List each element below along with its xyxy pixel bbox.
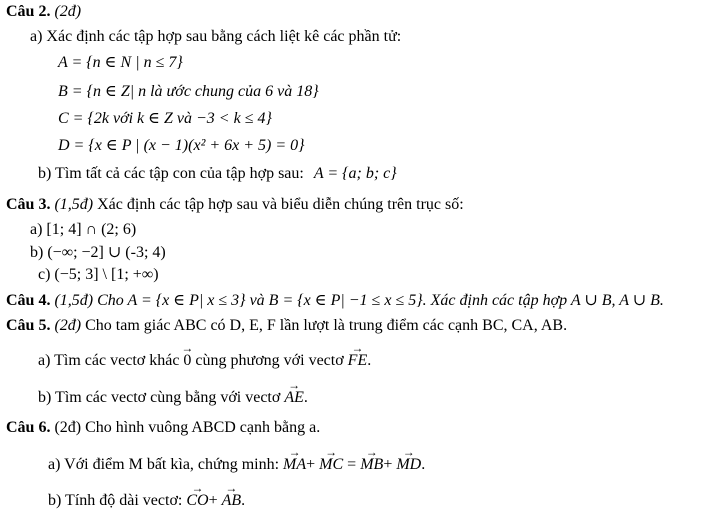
vector-ae: → AE xyxy=(284,386,304,408)
q3-part-a: a) [1; 4] ∩ (2; 6) xyxy=(30,221,137,238)
question-text-sets: Cho A = {x ∈ P| x ≤ 3} và B = {x ∈ P| −1 ≤ x ≤ 5}. xyxy=(97,292,427,309)
q3-part-c: c) (−5; 3] \ [1; +∞) xyxy=(38,266,159,283)
question-5 xyxy=(6,316,567,336)
vector-mc: → MC xyxy=(319,453,343,475)
q5-part-b: b) Tìm các vectơ cùng bằng với vectơ → AE. xyxy=(38,386,308,408)
question-points: (2đ) xyxy=(54,3,82,20)
zero-vector: → 0 xyxy=(183,349,191,371)
question-4 xyxy=(6,291,664,311)
q6-part-a: a) Với điểm M bất kìa, chứng minh: → MA+ → MC = → MB+ → MD. xyxy=(48,453,425,475)
question-text: Cho tam giác ABC có D, E, F lần lượt là trung điểm các cạnh BC, CA, AB. xyxy=(85,317,568,334)
q6-part-b-text: b) Tính độ dài vectơ: xyxy=(48,492,183,509)
question-text-task: Xác định các tập hợp A ∪ B, A ∪ B. xyxy=(430,292,664,309)
vector-fe: → FE xyxy=(348,349,368,371)
q6-part-b: b) Tính độ dài vectơ: → CO+ → AB. xyxy=(48,489,245,511)
vector-md: → MD xyxy=(396,453,421,475)
q5-part-a-text-mid: cùng phương với vectơ xyxy=(195,352,344,369)
question-3 xyxy=(6,195,464,215)
vector-mb: → MB xyxy=(360,453,383,475)
question-label: Câu 3. xyxy=(6,196,51,213)
vector-co: → CO xyxy=(186,489,208,511)
question-points: (1,5đ) xyxy=(54,292,94,309)
q6-part-a-text: a) Với điểm M bất kìa, chứng minh: xyxy=(48,456,280,473)
q5-part-b-text: b) Tìm các vectơ cùng bằng với vectơ xyxy=(38,389,281,406)
q2-part-a-intro: a) Xác định các tập hợp sau bằng cách liệt kê các phần tử: xyxy=(30,28,402,45)
question-label: Câu 6. xyxy=(6,419,51,436)
q3-part-b: b) (−∞; −2] ∪ (-3; 4) xyxy=(30,244,166,261)
set-b-definition: B = {n ∈ Z| n là ước chung của 6 và 18} xyxy=(58,83,319,100)
question-points: (2đ) xyxy=(54,419,82,436)
set-a-definition: A = {n ∈ N | n ≤ 7} xyxy=(58,54,183,71)
question-text: Xác định các tập hợp sau và biểu diễn chúng trên trục số: xyxy=(97,196,464,213)
question-6 xyxy=(6,418,320,438)
q2-part-b xyxy=(38,164,397,184)
question-2-heading xyxy=(6,2,81,22)
question-text: Cho hình vuông ABCD cạnh bằng a. xyxy=(85,419,321,436)
q5-part-a-text: a) Tìm các vectơ khác xyxy=(38,352,180,369)
question-label: Câu 4. xyxy=(6,292,51,309)
set-d-definition: D = {x ∈ P | (x − 1)(x² + 6x + 5) = 0} xyxy=(58,137,305,154)
q2-part-b-intro: b) Tìm tất cả các tập con của tập hợp sau: xyxy=(38,165,304,182)
q2-part-b-set: A = {a; b; c} xyxy=(313,165,397,182)
vector-ab: → AB xyxy=(222,489,242,511)
question-points: (1,5đ) xyxy=(54,196,94,213)
question-points: (2đ) xyxy=(54,317,82,334)
question-label: Câu 2. xyxy=(6,3,51,20)
set-c-definition: C = {2k với k ∈ Z và −3 < k ≤ 4} xyxy=(58,110,272,127)
vector-ma: → MA xyxy=(283,453,306,475)
question-label: Câu 5. xyxy=(6,317,51,334)
q5-part-a: a) Tìm các vectơ khác → 0 cùng phương với vectơ → FE. xyxy=(38,349,371,371)
